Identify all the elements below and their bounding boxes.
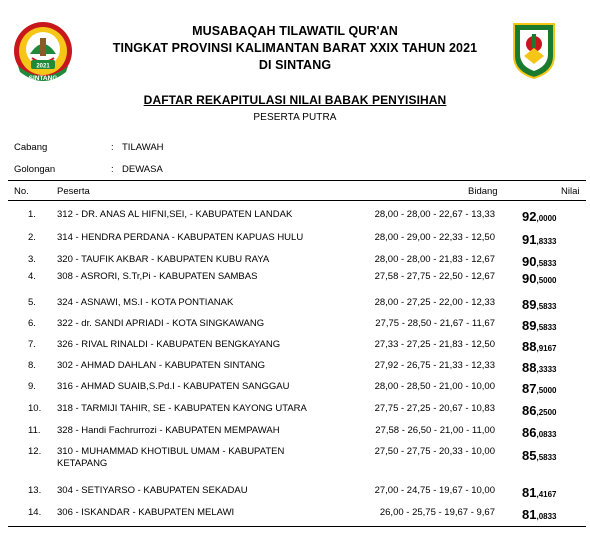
participant-name: 328 - Handi Fachrurrozi - KABUPATEN MEMPAWAH <box>57 425 280 436</box>
total-score <box>522 339 557 354</box>
field-scores: 28,00 - 28,00 - 22,67 - 13,33 <box>374 209 495 220</box>
field-scores: 26,00 - 25,75 - 19,67 - 9,67 <box>379 507 495 518</box>
table-row <box>0 485 590 505</box>
participant-name: 312 - DR. ANAS AL HIFNI,SEI, - KABUPATEN LANDAK <box>57 209 293 220</box>
row-number: 12. <box>28 446 42 457</box>
header-peserta: Peserta <box>57 186 90 197</box>
row-number: 1. <box>28 209 36 220</box>
total-score-integer: 92 <box>522 209 537 224</box>
table-row <box>0 232 590 252</box>
event-location: DI SINTANG <box>258 58 332 72</box>
field-scores: 27,00 - 24,75 - 19,67 - 10,00 <box>374 485 495 496</box>
row-number: 6. <box>28 318 36 329</box>
participant-name: 302 - AHMAD DAHLAN - KABUPATEN SINTANG <box>57 360 265 371</box>
total-score <box>522 232 557 247</box>
table-row <box>0 318 590 338</box>
golongan-colon: : <box>111 164 114 175</box>
total-score-decimal: ,5833 <box>536 453 557 462</box>
total-score-integer: 86 <box>522 425 537 440</box>
total-score-integer: 89 <box>522 297 537 312</box>
total-score-decimal: ,0833 <box>536 430 557 439</box>
table-row <box>0 209 590 229</box>
field-scores: 27,33 - 27,25 - 21,83 - 12,50 <box>374 339 495 350</box>
total-score-integer: 86 <box>522 403 537 418</box>
total-score-integer: 90 <box>522 271 537 286</box>
total-score <box>522 318 557 333</box>
total-score <box>522 254 557 269</box>
field-scores: 27,75 - 27,25 - 20,67 - 10,83 <box>374 403 495 414</box>
row-number: 5. <box>28 297 36 308</box>
participant-name: 314 - HENDRA PERDANA - KABUPATEN KAPUAS HULU <box>57 232 304 243</box>
participant-name: 310 - MUHAMMAD KHOTIBUL UMAM - KABUPATEN KETAPANG <box>57 446 285 469</box>
field-scores: 27,75 - 28,50 - 21,67 - 11,67 <box>375 318 495 329</box>
row-number: 3. <box>28 254 36 265</box>
total-score <box>522 209 557 224</box>
total-score-integer: 87 <box>522 381 537 396</box>
row-number: 2. <box>28 232 36 243</box>
row-number: 11. <box>28 425 41 436</box>
row-number: 8. <box>28 360 36 371</box>
participant-name: 322 - dr. SANDI APRIADI - KOTA SINGKAWANG <box>57 318 265 329</box>
cabang-value: TILAWAH <box>122 142 164 153</box>
total-score-decimal: ,2500 <box>536 408 557 417</box>
total-score-integer: 91 <box>522 232 537 247</box>
total-score-decimal: ,5000 <box>536 276 557 285</box>
table-row <box>0 360 590 380</box>
table-bottom-rule <box>8 526 586 527</box>
field-scores: 27,58 - 26,50 - 21,00 - 11,00 <box>375 425 495 436</box>
total-score-decimal: ,5833 <box>536 323 557 332</box>
total-score <box>522 448 557 463</box>
document-subtitle: DAFTAR REKAPITULASI NILAI BABAK PENYISIHAN <box>143 93 447 107</box>
total-score-decimal: ,0833 <box>536 512 557 521</box>
total-score-decimal: ,3333 <box>536 365 557 374</box>
logo-name: SINTANG <box>28 75 58 82</box>
participant-name: 320 - TAUFIK AKBAR - KABUPATEN KUBU RAYA <box>57 254 270 265</box>
header-nilai: Nilai <box>561 186 580 197</box>
table-row <box>0 507 590 527</box>
logo-year: 2021 <box>36 63 50 70</box>
table-row <box>0 381 590 401</box>
total-score-decimal: ,4167 <box>536 490 557 499</box>
cabang-colon: : <box>111 142 114 153</box>
table-row <box>0 446 590 469</box>
field-scores: 27,50 - 27,75 - 20,33 - 10,00 <box>374 446 495 457</box>
total-score-integer: 81 <box>522 507 537 522</box>
field-scores: 28,00 - 28,50 - 21,00 - 10,00 <box>374 381 495 392</box>
total-score-integer: 88 <box>522 339 537 354</box>
total-score-decimal: ,8333 <box>536 237 557 246</box>
participant-category: PESERTA PUTRA <box>253 112 337 123</box>
row-number: 4. <box>28 271 36 282</box>
total-score-decimal: ,5833 <box>536 302 557 311</box>
golongan-value: DEWASA <box>122 164 163 175</box>
total-score <box>522 271 557 286</box>
total-score-decimal: ,9167 <box>536 344 557 353</box>
total-score-integer: 90 <box>522 254 537 269</box>
total-score <box>522 381 557 396</box>
participant-name: 324 - ASNAWI, MS.I - KOTA PONTIANAK <box>57 297 234 308</box>
participant-name: 308 - ASRORI, S.Tr,Pi - KABUPATEN SAMBAS <box>57 271 258 282</box>
table-row <box>0 403 590 423</box>
row-number: 13. <box>28 485 42 496</box>
total-score-decimal: ,5000 <box>536 386 557 395</box>
participant-name: 316 - AHMAD SUAIB,S.Pd.I - KABUPATEN SANGGAU <box>57 381 290 392</box>
field-scores: 28,00 - 28,00 - 21,83 - 12,67 <box>374 254 495 265</box>
field-scores: 27,92 - 26,75 - 21,33 - 12,33 <box>374 360 495 371</box>
total-score <box>522 403 557 418</box>
event-title: MUSABAQAH TILAWATIL QUR'AN <box>192 24 398 38</box>
cabang-label: Cabang <box>14 142 48 153</box>
header-no: No. <box>14 186 29 197</box>
field-scores: 28,00 - 29,00 - 22,33 - 12,50 <box>374 232 495 243</box>
total-score-integer: 81 <box>522 485 537 500</box>
table-header-rule <box>8 200 586 201</box>
row-number: 9. <box>28 381 36 392</box>
table-top-rule <box>8 180 586 181</box>
row-number: 10. <box>28 403 42 414</box>
row-number: 14. <box>28 507 42 518</box>
participant-name: 306 - ISKANDAR - KABUPATEN MELAWI <box>57 507 235 518</box>
total-score <box>522 485 557 500</box>
event-level: TINGKAT PROVINSI KALIMANTAN BARAT XXIX TAHUN 2021 <box>112 41 478 55</box>
total-score-decimal: ,0000 <box>536 214 557 223</box>
table-row <box>0 339 590 359</box>
total-score <box>522 297 557 312</box>
total-score-integer: 88 <box>522 360 537 375</box>
table-row <box>0 271 590 291</box>
total-score-decimal: ,5833 <box>536 259 557 268</box>
field-scores: 27,58 - 27,75 - 22,50 - 12,67 <box>374 271 495 282</box>
table-row <box>0 297 590 317</box>
row-number: 7. <box>28 339 36 350</box>
field-scores: 28,00 - 27,25 - 22,00 - 12,33 <box>374 297 495 308</box>
total-score <box>522 425 557 440</box>
total-score-integer: 85 <box>522 448 537 463</box>
participant-name: 326 - RIVAL RINALDI - KABUPATEN BENGKAYANG <box>57 339 281 350</box>
table-row <box>0 425 590 445</box>
participant-name: 318 - TARMIJI TAHIR, SE - KABUPATEN KAYONG UTARA <box>57 403 307 414</box>
total-score <box>522 507 557 522</box>
header-bidang: Bidang <box>468 186 498 197</box>
golongan-label: Golongan <box>14 164 56 175</box>
total-score <box>522 360 557 375</box>
total-score-integer: 89 <box>522 318 537 333</box>
participant-name: 304 - SETIYARSO - KABUPATEN SEKADAU <box>57 485 248 496</box>
